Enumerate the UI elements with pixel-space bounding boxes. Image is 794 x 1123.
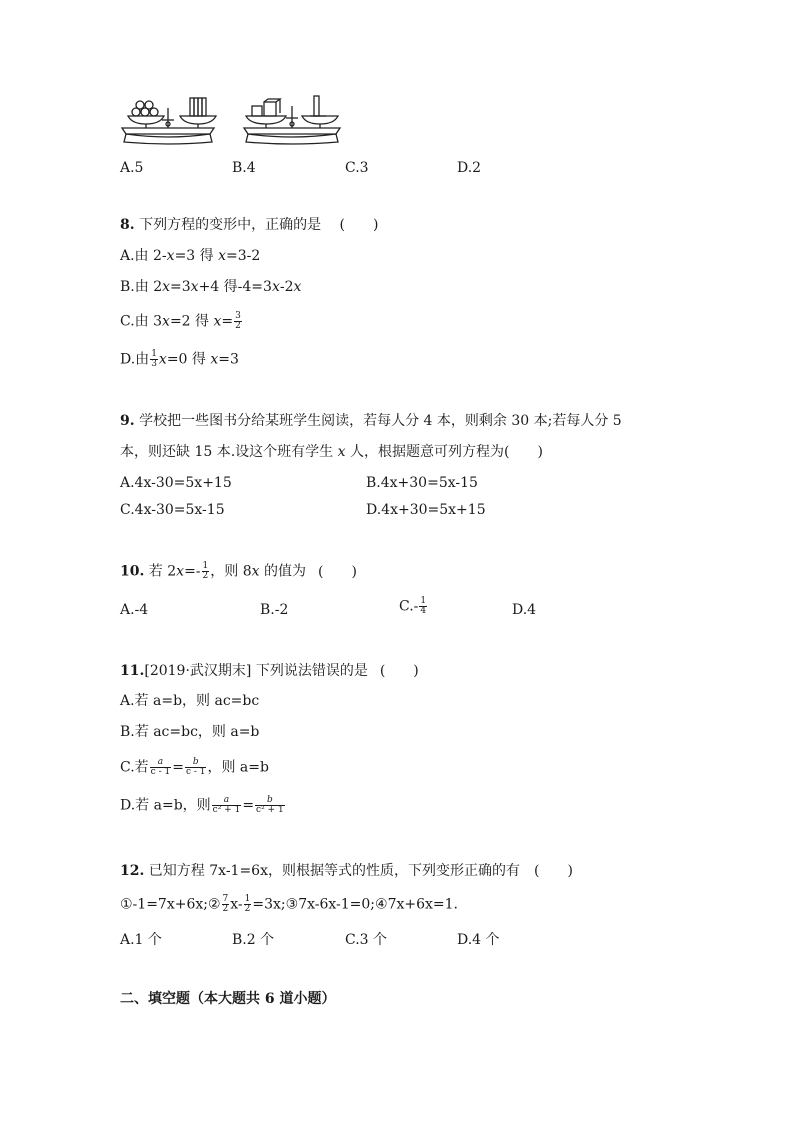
q12-number: 12. xyxy=(120,863,145,879)
balance-scale-right-image xyxy=(242,94,342,146)
q8-option-b: B.由 2x=3x+4 得-4=3x-2x xyxy=(120,279,302,295)
section-heading: 二、填空题（本大题共 6 道小题） xyxy=(120,991,336,1007)
q8-option-c: C.由 3x=2 得 x= $\frac{3}{2}$ xyxy=(120,311,241,331)
q12-option-c: C.3 个 xyxy=(345,932,388,948)
fraction: $\frac{7}{2}$ xyxy=(222,894,229,914)
q11-answer-paren: ( ) xyxy=(379,663,419,679)
q9-number: 9. xyxy=(120,413,135,429)
fraction: $\frac{1}{4}$ xyxy=(420,596,427,616)
q7-option-d: D.2 xyxy=(457,160,482,176)
fraction: $\frac{b}{\text{c² + 1}}$ xyxy=(256,795,284,815)
q10-option-d: D.4 xyxy=(512,602,537,618)
fraction: $\frac{a}{\text{c² + 1}}$ xyxy=(212,795,241,815)
q9-option-d: D.4x+30=5x+15 xyxy=(366,502,486,518)
q10-number: 10. xyxy=(120,563,145,580)
fraction: $\frac{3}{2}$ xyxy=(235,311,241,331)
q11-source-tag: [2019·武汉期末] xyxy=(144,663,252,679)
q10-option-a: A.-4 xyxy=(120,602,149,618)
q9-stem-line1: 9. 学校把一些图书分给某班学生阅读，若每人分 4 本，则剩余 30 本;若每人分 5 xyxy=(120,413,622,429)
q12-option-b: B.2 个 xyxy=(232,932,275,948)
q11-stem: 11.[2019·武汉期末] 下列说法错误的是 ( ) xyxy=(120,663,419,679)
q10-stem: 10. 若 2x=- $\frac{1}{2}$ ，则 8x 的值为 ( ) xyxy=(120,561,357,581)
q7-option-a: A.5 xyxy=(120,160,144,176)
q8-option-a: A.由 2-x=3 得 x=3-2 xyxy=(120,248,261,264)
q12-items: ①-1=7x+6x;② $\frac{7}{2}$ x- $\frac{1}{2}$ =3x;③7x-6x-1=0;④7x+6x=1. xyxy=(120,894,459,914)
q11-option-d: D.若 a=b，则 $\frac{a}{\text{c² + 1}}$ = $\frac{b}{\text{c² + 1}}$ xyxy=(120,795,284,815)
q12-stem: 12. 已知方程 7x-1=6x，则根据等式的性质，下列变形正确的有 ( ) xyxy=(120,863,573,879)
q10-option-b: B.-2 xyxy=(260,602,289,618)
q10-option-c: C.- $\frac{1}{4}$ xyxy=(399,596,427,616)
q8-stem-text: 下列方程的变形中，正确的是 xyxy=(139,217,322,233)
fraction: $\frac{a}{c - 1}$ xyxy=(150,757,171,777)
q12-option-a: A.1 个 xyxy=(120,932,162,948)
q9-option-c: C.4x-30=5x-15 xyxy=(120,502,225,518)
q12-option-d: D.4 个 xyxy=(457,932,500,948)
q8-answer-paren: ( ) xyxy=(339,217,379,233)
q8-stem xyxy=(120,218,378,232)
q11-option-b: B.若 ac=bc，则 a=b xyxy=(120,724,260,740)
q8-number: 8. xyxy=(120,217,135,233)
fraction: $\frac{1}{3}$ xyxy=(151,349,157,369)
q11-option-a: A.若 a=b，则 ac=bc xyxy=(120,693,260,709)
q9-option-b: B.4x+30=5x-15 xyxy=(366,475,478,491)
q7-option-b: B.4 xyxy=(232,160,256,176)
q11-option-c: C.若 $\frac{a}{c - 1}$ = $\frac{b}{c - 1}$ ，则 a=b xyxy=(120,757,269,777)
q9-stem-line2: 本，则还缺 15 本.设这个班有学生 x 人，根据题意可列方程为( ) xyxy=(120,444,543,460)
fraction: $\frac{1}{2}$ xyxy=(202,561,209,581)
balance-scale-left-image xyxy=(118,94,218,146)
q11-number: 11. xyxy=(120,663,145,679)
q12-answer-paren: ( ) xyxy=(534,863,573,879)
q8-option-d: D.由 $\frac{1}{3}$ x=0 得 x=3 xyxy=(120,349,239,369)
q9-option-a: A.4x-30=5x+15 xyxy=(120,475,232,491)
q7-option-c: C.3 xyxy=(345,160,369,176)
q10-answer-paren: ( ) xyxy=(318,563,357,580)
fraction: $\frac{1}{2}$ xyxy=(244,894,251,914)
fraction: $\frac{b}{c - 1}$ xyxy=(185,757,206,777)
